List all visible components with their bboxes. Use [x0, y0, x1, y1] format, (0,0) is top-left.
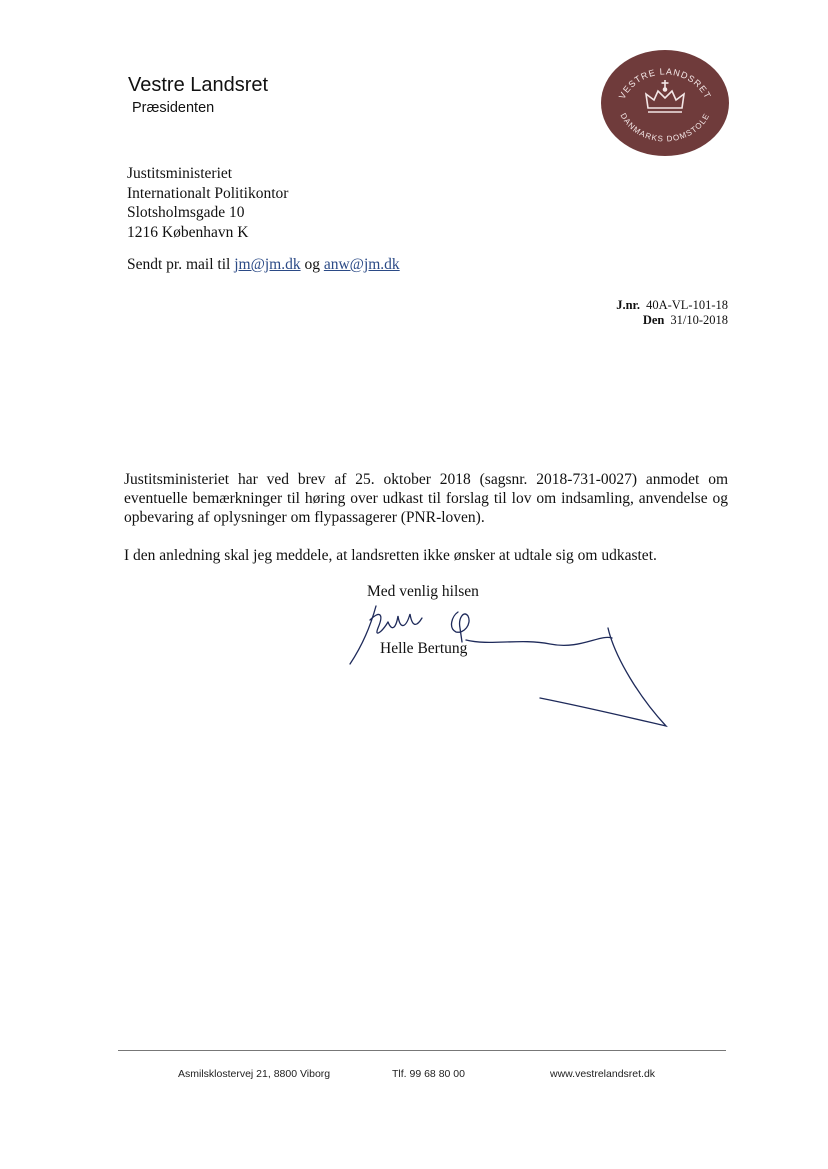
- footer-website-link[interactable]: www.vestrelandsret.dk: [550, 1068, 656, 1080]
- court-seal-logo: [600, 48, 730, 158]
- date-value: 31/10-2018: [670, 313, 728, 327]
- seal-top-text: VESTRE LANDSRET: [616, 66, 714, 101]
- seal-bottom-text: DANMARKS DOMSTOLE: [618, 111, 712, 144]
- recipient-line: Justitsministeriet: [127, 165, 233, 182]
- organization-subtitle: Præsidenten: [132, 100, 215, 116]
- body-paragraph-1: Justitsministeriet har ved brev af 25. oktober 2018 (sagsnr. 2018-731-0027) anmodet om eventuelle bemærkninger til høring over udkast til forslag til lov om indsamling, anvendelse og opbevaring af oplysninger om flypassagerer (PNR-loven).: [124, 471, 728, 526]
- footer-divider: [118, 1050, 726, 1051]
- recipient-line: Internationalt Politikontor: [127, 184, 289, 202]
- journal-number-value: 40A-VL-101-18: [646, 298, 728, 312]
- footer-phone: Tlf. 99 68 80 00: [392, 1068, 465, 1080]
- handwritten-signature: [340, 598, 680, 748]
- journal-number-row: [616, 298, 728, 313]
- signatory-name: Helle Bertung: [380, 640, 468, 657]
- recipient-address: [127, 164, 288, 242]
- sent-prefix: Sendt pr. mail til: [127, 256, 231, 273]
- recipient-line: 1216 København K: [127, 223, 249, 241]
- organization-name: Vestre Landsret: [128, 74, 269, 96]
- closing-greeting: Med venlig hilsen: [367, 583, 479, 600]
- date-label: Den: [642, 313, 665, 327]
- footer-address: Asmilsklostervej 21, 8800 Viborg: [178, 1068, 331, 1080]
- email-link-jm[interactable]: jm@jm.dk: [234, 256, 301, 273]
- date-row: [616, 313, 728, 328]
- email-link-anw[interactable]: anw@jm.dk: [323, 256, 400, 273]
- sent-by-mail-line: [127, 256, 400, 274]
- sent-joiner: og: [304, 256, 320, 273]
- journal-number-label: J.nr.: [616, 298, 641, 312]
- case-meta: [616, 298, 728, 328]
- body-paragraph-2: I den anledning skal jeg meddele, at landsretten ikke ønsker at udtale sig om udkastet.: [124, 547, 657, 564]
- recipient-line: Slotsholmsgade 10: [127, 204, 245, 221]
